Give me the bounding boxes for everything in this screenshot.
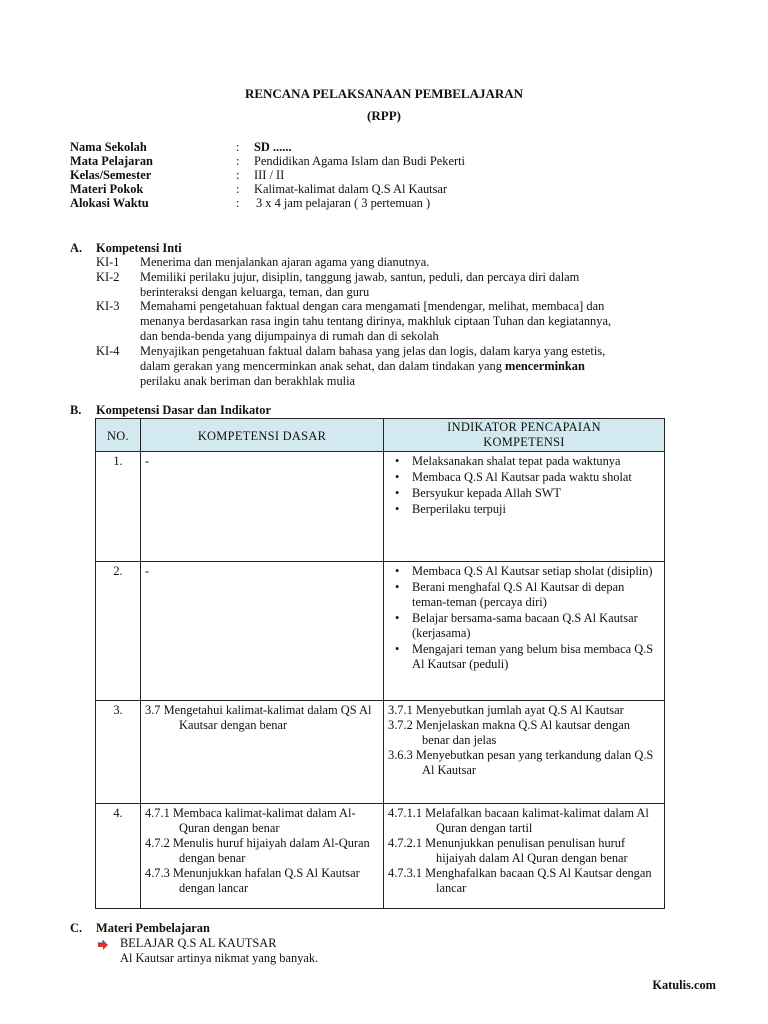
document-subtitle: (RPP) xyxy=(367,108,401,123)
ki-line-text: Memahami pengetahuan faktual dengan cara mengamati [mendengar, melihat, membaca] dan xyxy=(140,299,605,313)
table-row xyxy=(96,701,665,804)
identity-colon: : xyxy=(236,196,240,210)
ki-line xyxy=(140,329,706,344)
table-header-row xyxy=(96,419,665,452)
identity-colon: : xyxy=(236,168,240,182)
kd-item: - xyxy=(145,564,150,578)
competency-table xyxy=(95,418,665,909)
identity-row xyxy=(70,168,630,183)
table-row xyxy=(96,452,665,562)
section-title: Kompetensi Dasar dan Indikator xyxy=(96,403,271,417)
ki-item xyxy=(96,270,716,300)
section-title: Materi Pembelajaran xyxy=(96,921,210,935)
ki-code: KI-1 xyxy=(96,255,120,269)
indikator-item: 4.7.3.1 Menghafalkan bacaan Q.S Al Kautsar dengan lancar xyxy=(388,866,652,895)
footer-watermark: Katulis.com xyxy=(652,978,716,992)
identity-colon: : xyxy=(236,182,240,196)
identity-colon: : xyxy=(236,154,240,168)
indikator-cell xyxy=(384,452,665,562)
indikator-cell xyxy=(384,562,665,701)
ki-line-text: Menerima dan menjalankan ajaran agama yang dianutnya. xyxy=(140,255,430,269)
materi-description: Al Kautsar artinya nikmat yang banyak. xyxy=(120,951,319,965)
indikator-list xyxy=(388,564,660,672)
ki-line xyxy=(140,255,706,270)
section-title: Kompetensi Inti xyxy=(96,241,182,255)
identity-value: 3 x 4 jam pelajaran ( 3 pertemuan ) xyxy=(256,196,431,210)
kompetensi-dasar-cell xyxy=(141,452,384,562)
kd-item: 4.7.3 Menunjukkan hafalan Q.S Al Kautsar dengan lancar xyxy=(145,866,360,895)
section-letter: B. xyxy=(70,403,82,417)
indikator-item: • Mengajari teman yang belum bisa membaca Q.S Al Kautsar (peduli) xyxy=(412,642,660,672)
ki-code: KI-2 xyxy=(96,270,120,284)
identity-label: Alokasi Waktu xyxy=(70,196,149,210)
identity-row xyxy=(70,140,630,155)
indikator-item: • Berperilaku terpuji xyxy=(412,502,660,517)
identity-row xyxy=(70,182,630,197)
identity-value: SD ...... xyxy=(254,140,292,154)
ki-line-text: dan benda-benda yang dijumpainya di rumah dan di sekolah xyxy=(140,329,439,343)
row-number: 1. xyxy=(96,452,141,562)
ki-line xyxy=(140,344,706,359)
section-b-heading xyxy=(70,403,370,418)
indikator-item: • Membaca Q.S Al Kautsar setiap sholat (disiplin) xyxy=(412,564,660,579)
indikator-list xyxy=(388,454,660,517)
ki-line-text: Memiliki perilaku jujur, disiplin, tanggung jawab, santun, peduli, dan percaya diri dalam xyxy=(140,270,580,284)
row-number: 4. xyxy=(96,804,141,909)
indikator-item: • Bersyukur kepada Allah SWT xyxy=(412,486,660,501)
indikator-item: • Belajar bersama-sama bacaan Q.S Al Kautsar (kerjasama) xyxy=(412,611,660,641)
ki-text xyxy=(140,299,706,344)
section-letter: A. xyxy=(70,241,83,255)
kompetensi-dasar-cell xyxy=(141,562,384,701)
ki-item xyxy=(96,255,716,270)
ki-text xyxy=(140,270,706,300)
indikator-item: 3.7.1 Menyebutkan jumlah ayat Q.S Al Kautsar xyxy=(388,703,624,717)
ki-line xyxy=(140,299,706,314)
identity-value: Kalimat-kalimat dalam Q.S Al Kautsar xyxy=(254,182,448,196)
indikator-cell xyxy=(384,804,665,909)
ki-line xyxy=(140,285,706,300)
indikator-item: • Membaca Q.S Al Kautsar pada waktu sholat xyxy=(412,470,660,485)
identity-label: Nama Sekolah xyxy=(70,140,147,154)
indikator-item: 3.7.2 Menjelaskan makna Q.S Al kautsar dengan benar dan jelas xyxy=(388,718,630,747)
table-row xyxy=(96,804,665,909)
ki-line-text: perilaku anak beriman dan berakhlak mulia xyxy=(140,374,356,388)
identity-row xyxy=(70,154,630,169)
ki-line-text: dalam gerakan yang mencerminkan anak sehat, dan dalam tindakan yang xyxy=(140,359,502,373)
identity-colon: : xyxy=(236,140,240,154)
kompetensi-dasar-cell xyxy=(141,804,384,909)
identity-row xyxy=(70,196,630,211)
kd-item: 4.7.2 Menulis huruf hijaiyah dalam Al-Quran dengan benar xyxy=(145,836,370,865)
ki-bold-word: mencerminkan xyxy=(505,359,585,373)
ki-item xyxy=(96,299,716,344)
section-c-heading xyxy=(70,921,370,936)
indikator-item: • Berani menghafal Q.S Al Kautsar di depan teman-teman (percaya diri) xyxy=(412,580,660,610)
ki-code: KI-4 xyxy=(96,344,120,358)
ki-code: KI-3 xyxy=(96,299,120,313)
materi-item: BELAJAR Q.S AL KAUTSAR xyxy=(120,936,277,950)
ki-text xyxy=(140,344,706,389)
identity-label: Materi Pokok xyxy=(70,182,144,196)
row-number: 3. xyxy=(96,701,141,804)
identity-value: Pendidikan Agama Islam dan Budi Pekerti xyxy=(254,154,465,168)
kompetensi-dasar-cell xyxy=(141,701,384,804)
identity-label: Mata Pelajaran xyxy=(70,154,153,168)
ki-item xyxy=(96,344,716,389)
indikator-item: 3.6.3 Menyebutkan pesan yang terkandung dalan Q.S Al Kautsar xyxy=(388,748,654,777)
section-letter: C. xyxy=(70,921,83,935)
ki-line-text: menanya berdasarkan rasa ingin tahu tentang dirinya, makhluk ciptaan Tuhan dan kegiatannya, xyxy=(140,314,612,328)
arrow-bullet-icon xyxy=(96,939,110,951)
ki-line xyxy=(140,270,706,285)
header-no: NO. xyxy=(96,419,141,452)
table-row xyxy=(96,562,665,701)
ki-text xyxy=(140,255,706,270)
kd-item: - xyxy=(145,454,150,468)
indikator-item: 4.7.2.1 Menunjukkan penulisan penulisan huruf hijaiyah dalam Al Quran dengan benar xyxy=(388,836,628,865)
identity-label: Kelas/Semester xyxy=(70,168,152,182)
ki-line-text: Menyajikan pengetahuan faktual dalam bahasa yang jelas dan logis, dalam karya yang estetis, xyxy=(140,344,606,358)
ki-line-text: berinteraksi dengan keluarga, teman, dan guru xyxy=(140,285,370,299)
kd-item: 4.7.1 Membaca kalimat-kalimat dalam Al-Quran dengan benar xyxy=(145,806,356,835)
header-kompetensi-dasar: KOMPETENSI DASAR xyxy=(141,419,384,452)
document-title: RENCANA PELAKSANAAN PEMBELAJARAN xyxy=(244,86,524,101)
indikator-cell xyxy=(384,701,665,804)
ki-line xyxy=(140,374,706,389)
ki-line xyxy=(140,314,706,329)
identity-value: III / II xyxy=(254,168,285,182)
indikator-item: • Melaksanakan shalat tepat pada waktunya xyxy=(412,454,660,469)
section-a-heading xyxy=(70,241,370,256)
row-number: 2. xyxy=(96,562,141,701)
header-indikator: INDIKATOR PENCAPAIAN KOMPETENSI xyxy=(384,419,665,452)
ki-line xyxy=(140,359,706,374)
kd-item: 3.7 Mengetahui kalimat-kalimat dalam QS Al Kautsar dengan benar xyxy=(145,703,372,732)
indikator-item: 4.7.1.1 Melafalkan bacaan kalimat-kalimat dalam Al Quran dengan tartil xyxy=(388,806,649,835)
